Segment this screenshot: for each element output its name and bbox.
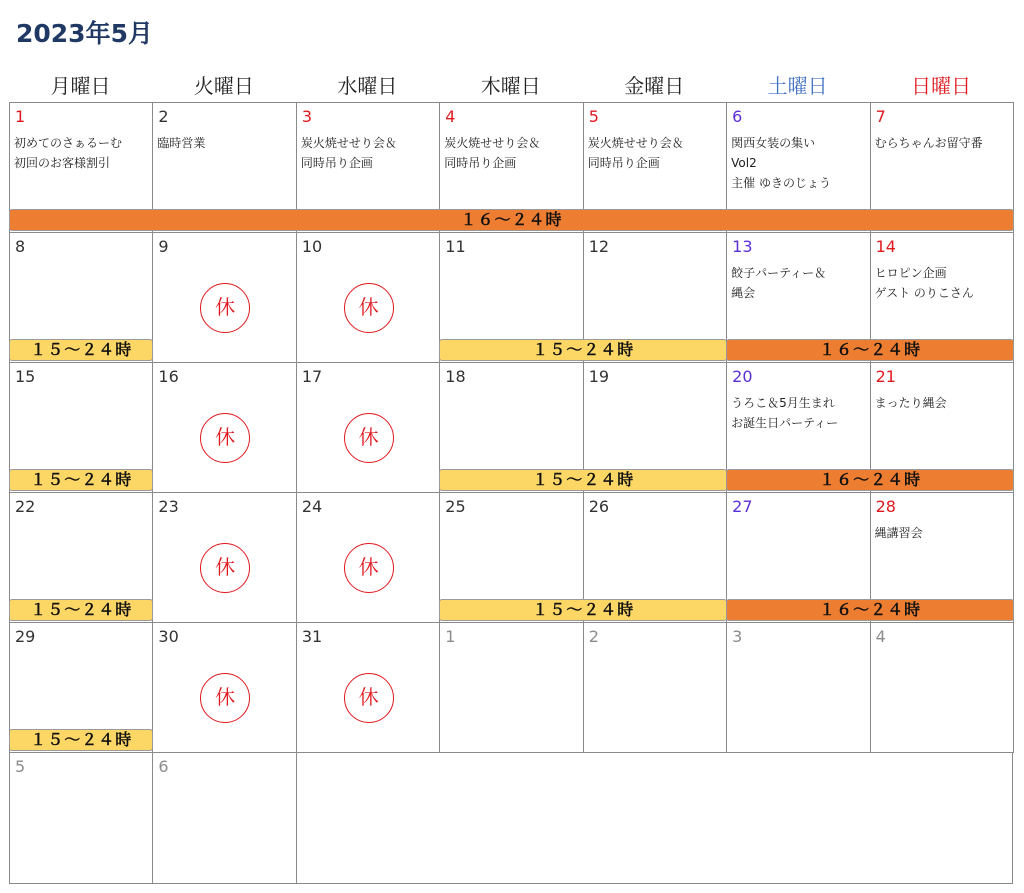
day-cell[interactable] <box>152 232 296 363</box>
hours-bar: １６～２４時 <box>9 209 1014 231</box>
hours-bar: １５～２４時 <box>439 469 727 491</box>
event-text: 関西女装の集い Vol2 主催 ゆきのじょう <box>731 136 831 190</box>
day-number: 10 <box>301 237 323 256</box>
weekday-label: 火曜日 <box>193 74 254 98</box>
day-number: 7 <box>875 107 886 126</box>
day-cell[interactable] <box>152 492 296 623</box>
day-number: 17 <box>301 367 323 386</box>
day-number: 26 <box>588 497 610 516</box>
day-number: 1 <box>445 627 456 646</box>
day-cell[interactable] <box>296 492 440 623</box>
day-number: 6 <box>158 757 169 776</box>
page-title: 2023年5月 <box>16 19 153 48</box>
day-number: 24 <box>301 497 323 516</box>
event-text: うろこ＆5月生まれ お誕生日パーティー <box>731 396 839 430</box>
event-text: 炭火焼せせり会＆ 同時吊り企画 <box>444 136 541 170</box>
day-number: 22 <box>15 497 36 516</box>
day-number: 29 <box>15 627 36 646</box>
hours-bar: １６～２４時 <box>726 469 1014 491</box>
empty-cell <box>296 752 1013 884</box>
closed-stamp: 休 <box>344 673 394 723</box>
day-cell[interactable] <box>726 622 870 753</box>
weekday-label: 日曜日 <box>911 74 972 98</box>
day-number: 15 <box>15 367 36 386</box>
day-cell[interactable] <box>9 752 153 884</box>
day-number: 18 <box>445 367 466 386</box>
event-text: 臨時営業 <box>157 136 206 150</box>
day-number: 9 <box>158 237 169 256</box>
event-text: 炭火焼せせり会＆ 同時吊り企画 <box>587 136 684 170</box>
day-number: 28 <box>875 497 896 516</box>
day-number: 21 <box>875 367 896 386</box>
day-number: 2 <box>158 107 169 126</box>
day-cell[interactable] <box>152 622 296 753</box>
hours-bar: １５～２４時 <box>439 599 727 621</box>
day-number: 2 <box>588 627 599 646</box>
day-number: 11 <box>445 237 466 256</box>
event-text: ヒロピン企画 ゲスト のりこさん <box>874 266 974 300</box>
hours-bar: １６～２４時 <box>726 599 1014 621</box>
day-cell[interactable] <box>152 752 296 884</box>
event-text: 初めてのさぁるーむ 初回のお客様割引 <box>14 136 123 170</box>
day-number: 3 <box>732 627 743 646</box>
day-number: 4 <box>445 107 456 126</box>
day-number: 8 <box>15 237 26 256</box>
day-number: 3 <box>301 107 313 126</box>
day-number: 19 <box>588 367 610 386</box>
hours-bar: １５～２４時 <box>9 339 153 361</box>
day-number: 31 <box>301 627 323 646</box>
hours-bar: １５～２４時 <box>9 729 153 751</box>
day-cell[interactable] <box>296 622 440 753</box>
day-number: 6 <box>732 107 743 126</box>
day-cell[interactable] <box>870 622 1014 753</box>
day-number: 27 <box>732 497 753 516</box>
hours-bar: １６～２４時 <box>726 339 1014 361</box>
day-number: 23 <box>158 497 179 516</box>
calendar-grid <box>9 102 1013 883</box>
event-text: むらちゃんお留守番 <box>874 136 983 150</box>
day-cell[interactable] <box>296 362 440 493</box>
day-cell[interactable] <box>296 232 440 363</box>
day-number: 16 <box>158 367 179 386</box>
day-number: 25 <box>445 497 466 516</box>
day-number: 5 <box>15 757 26 776</box>
closed-stamp: 休 <box>200 283 250 333</box>
day-cell[interactable] <box>439 622 583 753</box>
day-number: 14 <box>875 237 896 256</box>
weekday-label: 月曜日 <box>50 74 111 98</box>
closed-stamp: 休 <box>344 283 394 333</box>
closed-stamp: 休 <box>344 543 394 593</box>
weekday-label: 木曜日 <box>480 74 541 98</box>
event-text: 餃子パーティー＆ 縄会 <box>731 266 827 300</box>
closed-stamp: 休 <box>344 413 394 463</box>
day-cell[interactable] <box>152 362 296 493</box>
event-text: 炭火焼せせり会＆ 同時吊り企画 <box>300 136 397 170</box>
day-number: 1 <box>15 107 26 126</box>
closed-stamp: 休 <box>200 413 250 463</box>
closed-stamp: 休 <box>200 673 250 723</box>
closed-stamp: 休 <box>200 543 250 593</box>
day-number: 30 <box>158 627 179 646</box>
hours-bar: １５～２４時 <box>439 339 727 361</box>
weekday-label: 土曜日 <box>767 74 828 98</box>
weekday-label: 金曜日 <box>624 74 685 98</box>
hours-bar: １５～２４時 <box>9 469 153 491</box>
day-number: 5 <box>588 107 599 126</box>
event-text: 縄講習会 <box>874 526 923 540</box>
day-number: 4 <box>875 627 886 646</box>
event-text: まったり縄会 <box>874 396 947 410</box>
weekday-label: 水曜日 <box>337 74 398 98</box>
hours-bar: １５～２４時 <box>9 599 153 621</box>
day-number: 20 <box>732 367 753 386</box>
day-number: 13 <box>732 237 753 256</box>
day-number: 12 <box>588 237 610 256</box>
day-cell[interactable] <box>583 622 727 753</box>
